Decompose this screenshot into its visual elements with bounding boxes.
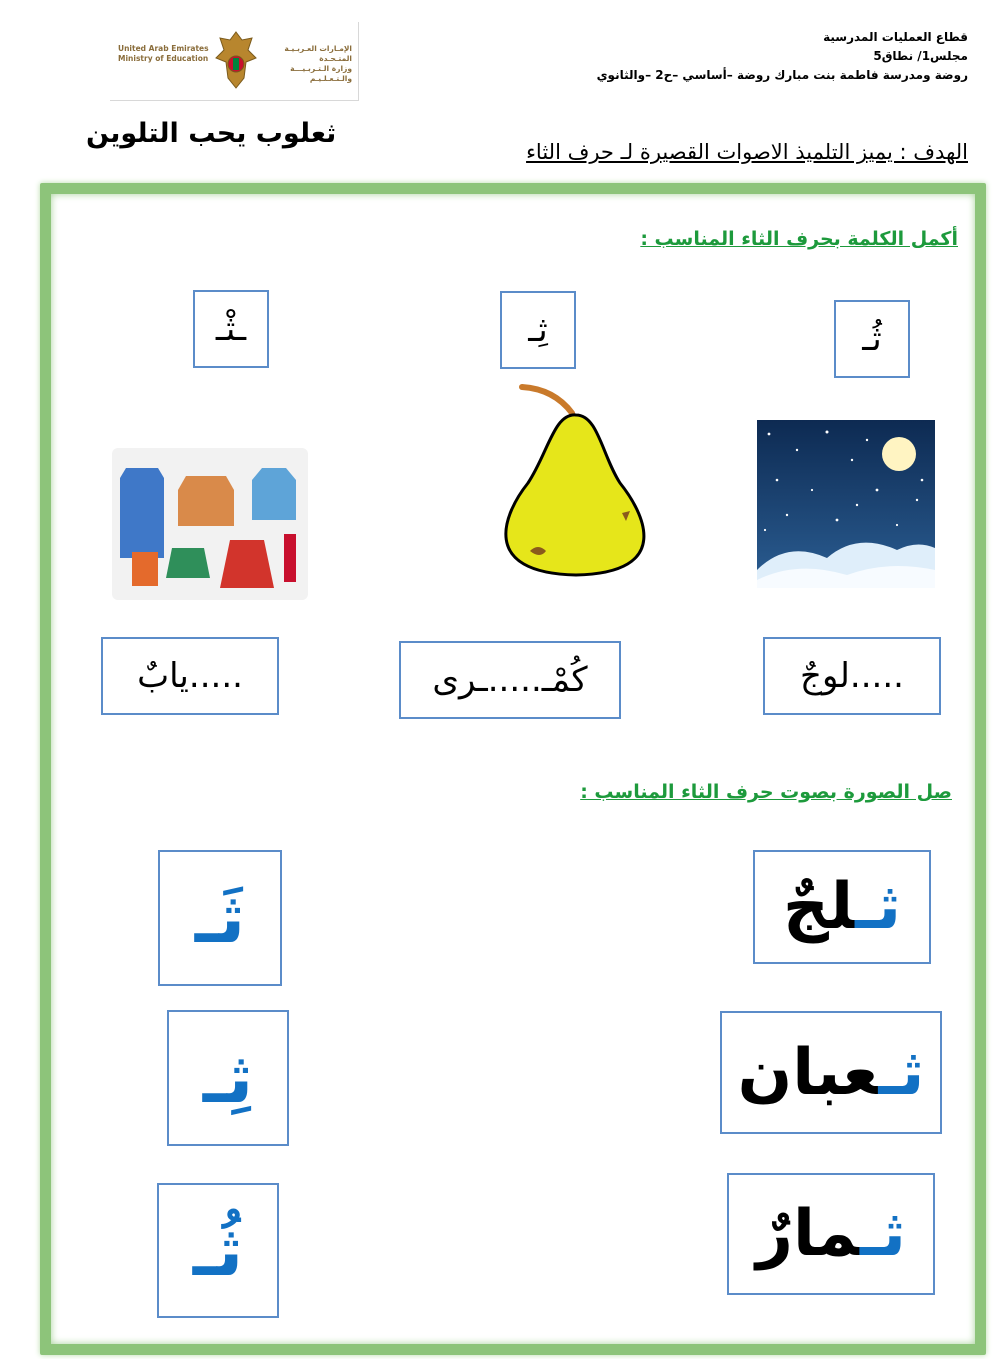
letter-option-damma[interactable]: [834, 300, 910, 378]
snowy-night-image: [757, 420, 935, 588]
logo-en-line1: United Arab Emirates: [118, 44, 209, 53]
letter-option-sukun[interactable]: [193, 290, 269, 368]
match-word-text: [756, 1197, 906, 1271]
letter-option-text: ثُـ: [862, 319, 882, 359]
ministry-logo: [110, 22, 359, 101]
word-blank-pear[interactable]: [399, 641, 621, 719]
word-blank-snow[interactable]: [763, 637, 941, 715]
word-first-letter: ثـ: [859, 1197, 906, 1271]
match-word-snake[interactable]: [720, 1011, 942, 1134]
school-name: روضة ومدرسة فاطمة بنت مبارك روضة –أساسي –ح2 –والثانوي: [596, 68, 968, 82]
word-first-letter: ثـ: [878, 1035, 925, 1110]
falcon-emblem-icon: [214, 28, 258, 94]
word-rest: لجٌ: [782, 870, 856, 944]
clothes-image: [112, 448, 308, 600]
worksheet-title: ثعلوب يحب التلوين: [86, 118, 337, 149]
lesson-goal: الهدف : يميز التلميذ الاصوات القصيرة لـ حرف الثاء: [526, 140, 968, 164]
letter-option-text: ـثْـ: [215, 309, 247, 349]
match-letter-text: ثَـ: [194, 877, 246, 959]
match-word-snow[interactable]: [753, 850, 931, 964]
match-letter-kasra[interactable]: [167, 1010, 289, 1146]
logo-ar-line1: الإمـارات العـربـيـة المتـحـدة: [284, 44, 352, 63]
match-word-text: [783, 870, 901, 944]
word-text: كُمْـ.....ـرى: [432, 660, 588, 700]
word-text: .....لوجٌ: [800, 656, 904, 696]
word-rest: عبان: [737, 1035, 879, 1110]
match-word-text: [738, 1036, 925, 1110]
match-word-fruits[interactable]: [727, 1173, 935, 1295]
letter-option-text: ثِـ: [528, 310, 548, 350]
word-blank-clothes[interactable]: [101, 637, 279, 715]
letter-option-kasra[interactable]: [500, 291, 576, 369]
word-rest: مارٌ: [756, 1197, 860, 1271]
school-info: [597, 28, 968, 85]
instruction-complete-word: أكمل الكلمة بحرف الثاء المناسب :: [640, 228, 958, 250]
match-letter-text: ثُـ: [192, 1209, 244, 1292]
school-sector: قطاع العمليات المدرسية: [823, 30, 968, 44]
logo-english-text: [118, 44, 210, 64]
logo-arabic-text: [260, 44, 352, 84]
match-letter-text: ثِـ: [202, 1037, 254, 1119]
word-text: .....يابٌ: [137, 656, 243, 696]
logo-en-line2: Ministry of Education: [118, 54, 209, 63]
word-first-letter: ثـ: [855, 870, 902, 944]
logo-ar-line2: وزارة الـتـربـيـــة والـتـعـلـيـم: [290, 64, 352, 83]
match-letter-damma[interactable]: [157, 1183, 279, 1318]
match-letter-fatha[interactable]: [158, 850, 282, 986]
instruction-match-sound: صل الصورة بصوت حرف الثاء المناسب :: [580, 781, 952, 803]
school-council: مجلس1/ نطاق5: [873, 49, 968, 63]
pear-image: [484, 383, 666, 579]
